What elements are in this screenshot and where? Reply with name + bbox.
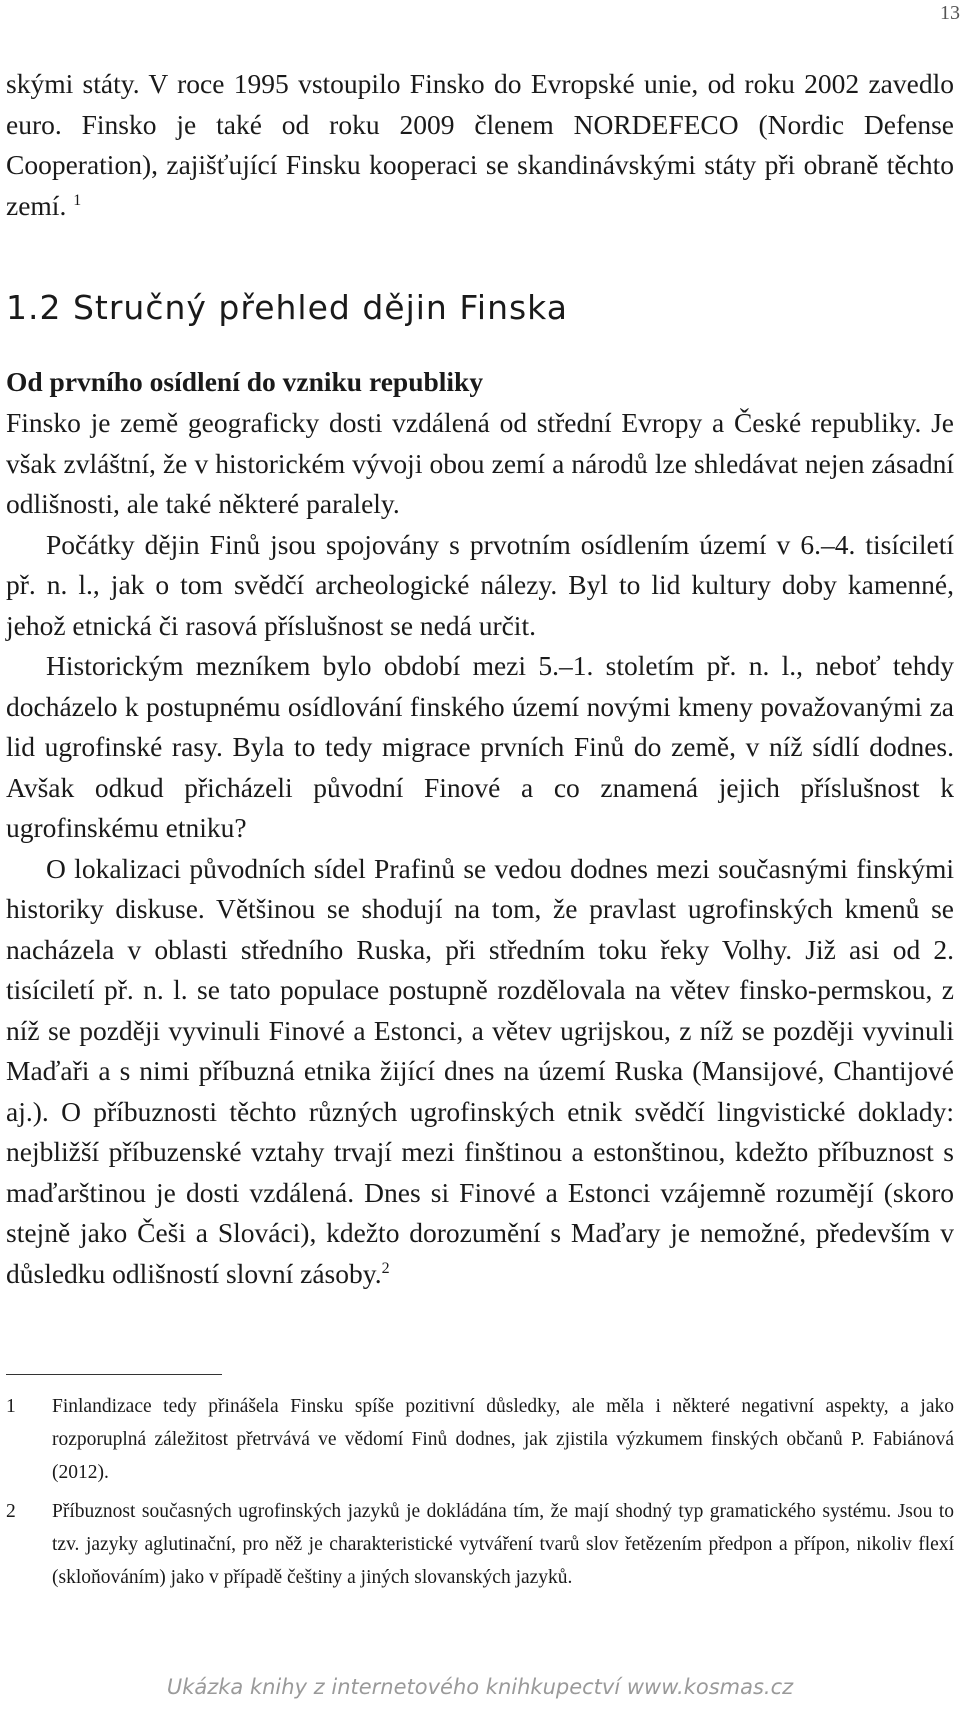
- paragraph-4-text: O lokalizaci původních sídel Prafinů se vedou dodnes mezi současnými finskými historiky diskuse. Většinou se shodují na tom, že pravlast ugrofinských kmenů se nacházela v oblasti středního Ruska, při středním toku řeky Volhy. Již asi od 2. tisíciletí př. n. l. se tato populace postupně rozdělovala na větev finsko-permskou, z níž se později vyvinuli Finové a Estonci, a větev ugrijskou, z níž se později vyvinuli Maďaři a s nimi příbuzná etnika žijící dnes na území Ruska (Mansijové, Chantijové aj.). O příbuznosti těchto různých ugrofinských etnik svědčí lingvistické doklady: nejbližší příbuzenské vztahy trvají mezi finštinou a estonštinou, kdežto příbuznost s maďarštinou je dosti vzdálená. Dnes si Finové a Estonci vzájemně rozumějí (skoro stejně jako Češi a Slováci), kdežto dorozumění s Maďary je nemožné, především v důsledku odlišností slovní zásoby.: [6, 852, 954, 1289]
- paragraph-4: [6, 849, 954, 1295]
- paragraph-1: Finsko je země geograficky dosti vzdálená od střední Evropy a České republiky. Je však zvláštní, že v historickém vývoji obou zemí a národů lze shledávat nejen zásadní odlišnosti, ale také některé paralely.: [6, 407, 954, 519]
- footnote-ref-1[interactable]: 1: [73, 191, 82, 209]
- footnote-2: [6, 1495, 954, 1594]
- intro-paragraph: [6, 64, 954, 226]
- section-heading: 1.2 Stručný přehled dějin Finska: [6, 288, 568, 327]
- footnote-1: [6, 1390, 954, 1489]
- main-content: [6, 64, 954, 1294]
- footnote-text: Příbuznost současných ugrofinských jazyků je dokládána tím, že mají shodný typ gramatického systému. Jsou to tzv. jazyky aglutinační, pro něž je charakteristické vytváření tvarů slov řetězením předpon a přípon, nikoliv flexí (skloňováním) jako v případě češtiny a jiných slovanských jazyků.: [52, 1501, 954, 1588]
- footnotes: [6, 1390, 954, 1600]
- paragraph-3: Historickým mezníkem bylo období mezi 5.–1. stoletím př. n. l., neboť tehdy docházelo k postupnému osídlování finského území novými kmeny považovanými za lid ugrofinské rasy. Byla to tedy migrace prvních Finů do země, v níž sídlí dodnes. Avšak odkud přicházeli původní Finové a co znamená jejich příslušnost k ugrofinskému etniku?: [6, 650, 954, 843]
- watermark-link[interactable]: Ukázka knihy z internetového knihkupectví www.kosmas.cz: [166, 1675, 794, 1699]
- footnote-ref-2[interactable]: 2: [381, 1259, 390, 1277]
- footnote-number: 1: [6, 1396, 16, 1417]
- footnote-divider: [6, 1374, 222, 1375]
- footnote-number: 2: [6, 1501, 16, 1522]
- footnote-text: Finlandizace tedy přinášela Finsku spíše pozitivní důsledky, ale měla i některé negativní aspekty, a jako rozporuplná záležitost přetrvává ve vědomí Finů dodnes, jak zjistila výzkumem finských občanů P. Fabiánová (2012).: [52, 1396, 954, 1483]
- paragraph-2: Počátky dějin Finů jsou spojovány s prvotním osídlením území v 6.–4. tisíciletí př. n. l., jak o tom svědčí archeologické nálezy. Byl to lid kultury doby kamenné, jehož etnická či rasová příslušnost se nedá určit.: [6, 528, 954, 641]
- intro-text: skými státy. V roce 1995 vstoupilo Finsko do Evropské unie, od roku 2002 zavedlo euro. Finsko je také od roku 2009 členem NORDEFECO (Nordic Defense Cooperation), zajišťující Finsku kooperaci se skandinávskými státy při obraně těchto zemí.: [6, 68, 954, 221]
- page-number: 13: [940, 2, 960, 24]
- subheading: Od prvního osídlení do vzniku republiky: [6, 366, 484, 397]
